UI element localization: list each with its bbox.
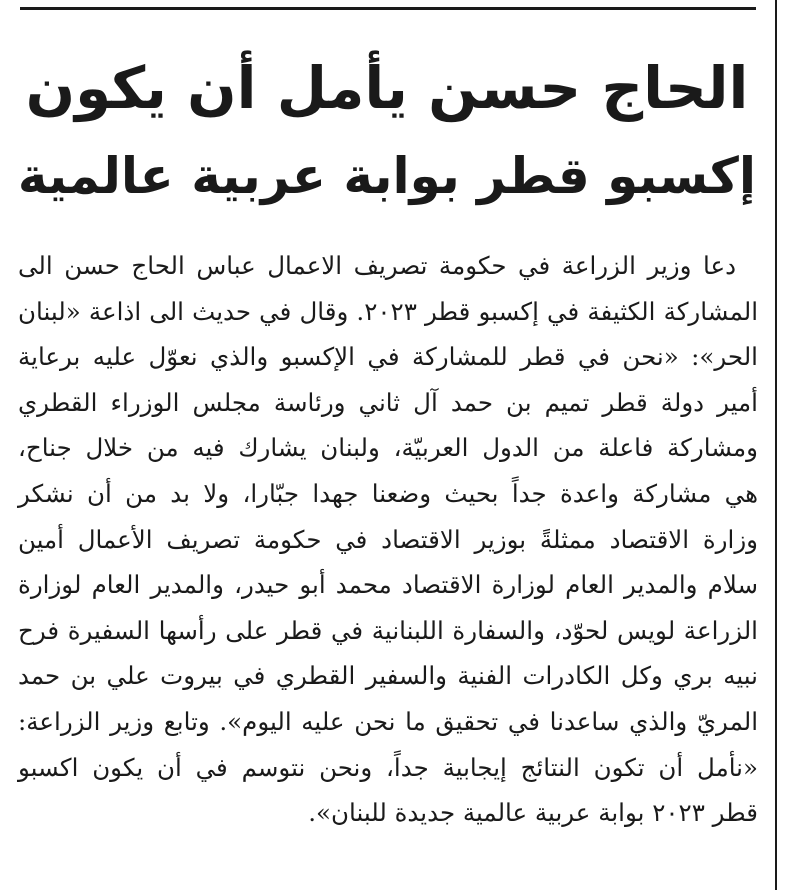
body-line: سلام والمدير العام لوزارة الاقتصاد محمد أبو حيدر، والمدير العام لوزارة: [18, 570, 758, 600]
body-line: قطر ٢٠٢٣ بوابة عربية عالمية جديدة للبنان».: [308, 798, 758, 828]
body-line: المشاركة الكثيفة في إكسبو قطر ٢٠٢٣. وقال في حديث الى اذاعة «لبنان: [18, 296, 759, 326]
body-line: المريّ والذي ساعدنا في تحقيق ما نحن عليه اليوم». وتابع وزير الزراعة:: [18, 706, 758, 736]
top-rule: [20, 7, 756, 10]
body-line: ومشاركة فاعلة من الدول العربيّة، ولبنان يشارك فيه من خلال جناح،: [18, 433, 758, 463]
body-line: الحر»: «نحن في قطر للمشاركة في الإكسبو والذي نعوّل عليه برعاية: [18, 342, 758, 372]
column-rule: [775, 0, 777, 890]
headline-line-2: إكسبو قطر بوابة عربية عالمية: [17, 147, 756, 205]
body-line: «نأمل أن تكون النتائج إيجابية جداً، ونحن نتوسم في أن يكون اكسبو: [18, 752, 758, 782]
body-line: وزارة الاقتصاد ممثلةً بوزير الاقتصاد في حكومة تصريف الأعمال أمين: [18, 524, 758, 554]
headline: [18, 44, 756, 220]
body-line: الزراعة لويس لحوّد، والسفارة اللبنانية في قطر على رأسها السفيرة فرح: [18, 615, 758, 645]
body-line: أمير دولة قطر تميم بن حمد آل ثاني ورئاسة مجلس الوزراء القطري: [18, 387, 758, 417]
body-line: هي مشاركة واعدة جداً بحيث وضعنا جهدا جبّارا، ولا بد من أن نشكر: [18, 478, 758, 508]
body-line: دعا وزير الزراعة في حكومة تصريف الاعمال عباس الحاج حسن الى: [18, 251, 736, 280]
article-body: [18, 243, 758, 836]
headline-line-1: الحاج حسن يأمل أن يكون: [25, 54, 749, 122]
body-line: نبيه بري وكل الكادرات الفنية والسفير القطري في بيروت علي بن حمد: [18, 661, 758, 691]
